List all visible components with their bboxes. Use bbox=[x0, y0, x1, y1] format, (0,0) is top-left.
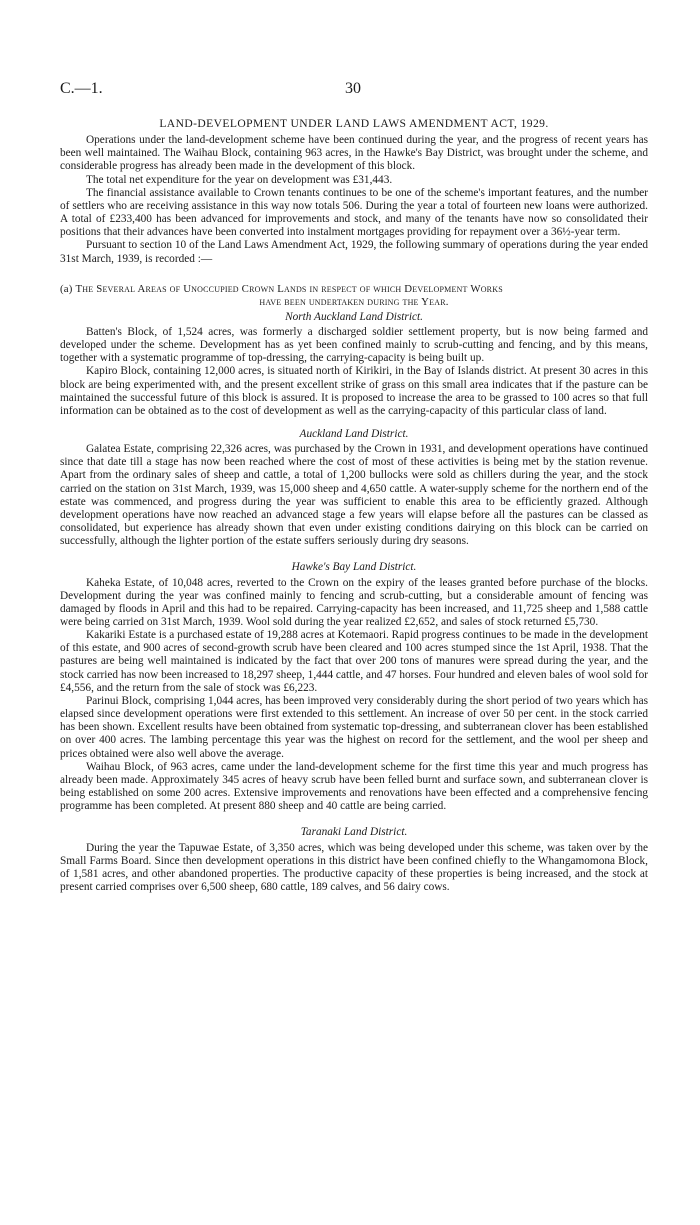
district-paragraph: Waihau Block, of 963 acres, came under the land-development scheme for the first time this year and much progress has already been made. Approximately 345 acres of heavy scrub have been felled burnt and surface sown, and subterranean clover is being established on some 200 acres. Extensive improvements and renovations have been effected and a comprehensive fencing programme has been completed. At present 880 sheep and 40 cattle are being carried. bbox=[60, 760, 648, 813]
district-paragraph: During the year the Tapuwae Estate, of 3,350 acres, which was being developed under this scheme, was taken over by the Small Farms Board. Since then development operations in this district have been confined chiefly to the Whangamomona Block, of 1,581 acres, and other abandoned properties. The productive capacity of these properties is being increased, and the stock at present carried comprises over 6,500 sheep, 680 cattle, 189 calves, and 56 dairy cows. bbox=[60, 841, 648, 893]
district-paragraph: Batten's Block, of 1,524 acres, was formerly a discharged soldier settlement property, but is now being farmed and developed under the scheme. Development has as yet been confined mainly to scrub-cutting and fencing, and by this means, together with a systematic programme of top-dressing, the carrying-capacity is being built up. bbox=[60, 325, 648, 365]
district-paragraph: Kakariki Estate is a purchased estate of 19,288 acres at Kotemaori. Rapid progress continues to be made in the development of this estate, and 900 acres of second-growth scrub have been cleared and 100 acres stumped since the 1st April, 1938. That the pastures are being well maintained is indicated by the fact that over 200 tons of manures were spread during the year, and the stock carried has now been increased to 18,297 sheep, 1,444 cattle, and 47 horses. Four hundred and eleven bales of wool sold for £4,556, and the return from the sale of stock was £6,223. bbox=[60, 629, 648, 694]
district-paragraph: Kaheka Estate, of 10,048 acres, reverted to the Crown on the expiry of the leases granted before purchase of the blocks. Development during the year was confined mainly to fencing and scrub-cutting, but a considerable amount of fencing was damaged by floods in April and this had to be repaired. Carrying-capacity has been increased, and 11,725 sheep and 1,588 cattle were being carried on 31st March, 1939. Wool sold during the year realized £2,652, and sales of stock returned £5,730. bbox=[60, 576, 648, 628]
section-heading-line: The Several Areas of Unoccupied Crown Lands in respect of which Development Works bbox=[75, 282, 503, 295]
district-paragraph: Galatea Estate, comprising 22,326 acres, was purchased by the Crown in 1931, and development operations have continued since that date till a stage has now been reached where the cost of most of these activities is being met by the station revenue. Apart from the ordinary sales of sheep and cattle, a total of 1,200 bullocks were sold as chillers during the year, and the stock carried on the station on 31st March, 1939, was 15,000 sheep and 4,650 cattle. A water-supply scheme for the northern end of the estate was commenced, and progress during the year was sufficient to enable this area to be efficiently grazed. Although development operations have now reached an advanced stage a few years will elapse before all the pastures can be classed as consolidated, but experience has already shown that even under existing conditions dairying on this block can be carried on successfully, although the lighter portion of the estate suffers seriously during dry seasons. bbox=[60, 443, 648, 548]
page-title: LAND-DEVELOPMENT UNDER LAND LAWS AMENDMENT ACT, 1929. bbox=[159, 117, 549, 130]
page-number: 30 bbox=[345, 80, 361, 97]
district-heading: North Auckland Land District. bbox=[285, 310, 423, 323]
intro-paragraph: The financial assistance available to Crown tenants continues to be one of the scheme's important features, and the number of settlers who are receiving assistance in this way now totals 506. During the year a total of fourteen new loans were authorized. A total of £233,400 has been advanced for improvements and stock, and many of the tenants have now so consolidated their positions that their advances have been converted into instalment mortgages providing for repayment over a 36½-year term. bbox=[60, 186, 648, 239]
district-heading: Taranaki Land District. bbox=[300, 826, 408, 839]
intro-paragraph: The total net expenditure for the year on development was £31,443. bbox=[86, 173, 393, 186]
district-paragraph: Parinui Block, comprising 1,044 acres, has been improved very considerably during the short period of two years which has elapsed since development operations were first extended to this settlement. An increase of over 50 per cent. in the stock carried has been shown. Excellent results have been obtained from systematic top-dressing, and subterranean clover has been established on over 400 acres. The lambing percentage this year was the highest on record for the settlement, and the wool per sheep and prices obtained were also well above the average. bbox=[60, 694, 648, 760]
district-paragraph: Kapiro Block, containing 12,000 acres, is situated north of Kirikiri, in the Bay of Islands district. At present 30 acres in this block are being experimented with, and the present excellent strike of grass on this small area indicates that if the pasture can be maintained the successful future of this block is assured. It is proposed to increase the area to be grassed to 100 acres so that full information can be obtained as to the cost of development as well as the carrying-capacity of this particular class of land. bbox=[60, 365, 648, 417]
district-heading: Auckland Land District. bbox=[299, 427, 409, 440]
section-label: (a) bbox=[60, 282, 73, 295]
section-heading-line: have been undertaken during the Year. bbox=[259, 295, 449, 308]
district-heading: Hawke's Bay Land District. bbox=[291, 561, 417, 574]
page-header bbox=[60, 80, 640, 100]
page-content bbox=[60, 117, 648, 894]
document-reference: C.—1. bbox=[60, 80, 103, 97]
intro-paragraph: Operations under the land-development scheme have been continued during the year, and the progress of recent years has been well maintained. The Waihau Block, containing 963 acres, in the Hawke's Bay District, was brought under the scheme, and considerable progress has already been made in the development of this block. bbox=[60, 134, 648, 173]
intro-paragraph: Pursuant to section 10 of the Land Laws Amendment Act, 1929, the following summary of operations during the year ended 31st March, 1939, is recorded :— bbox=[60, 239, 648, 265]
section-heading bbox=[60, 283, 648, 309]
